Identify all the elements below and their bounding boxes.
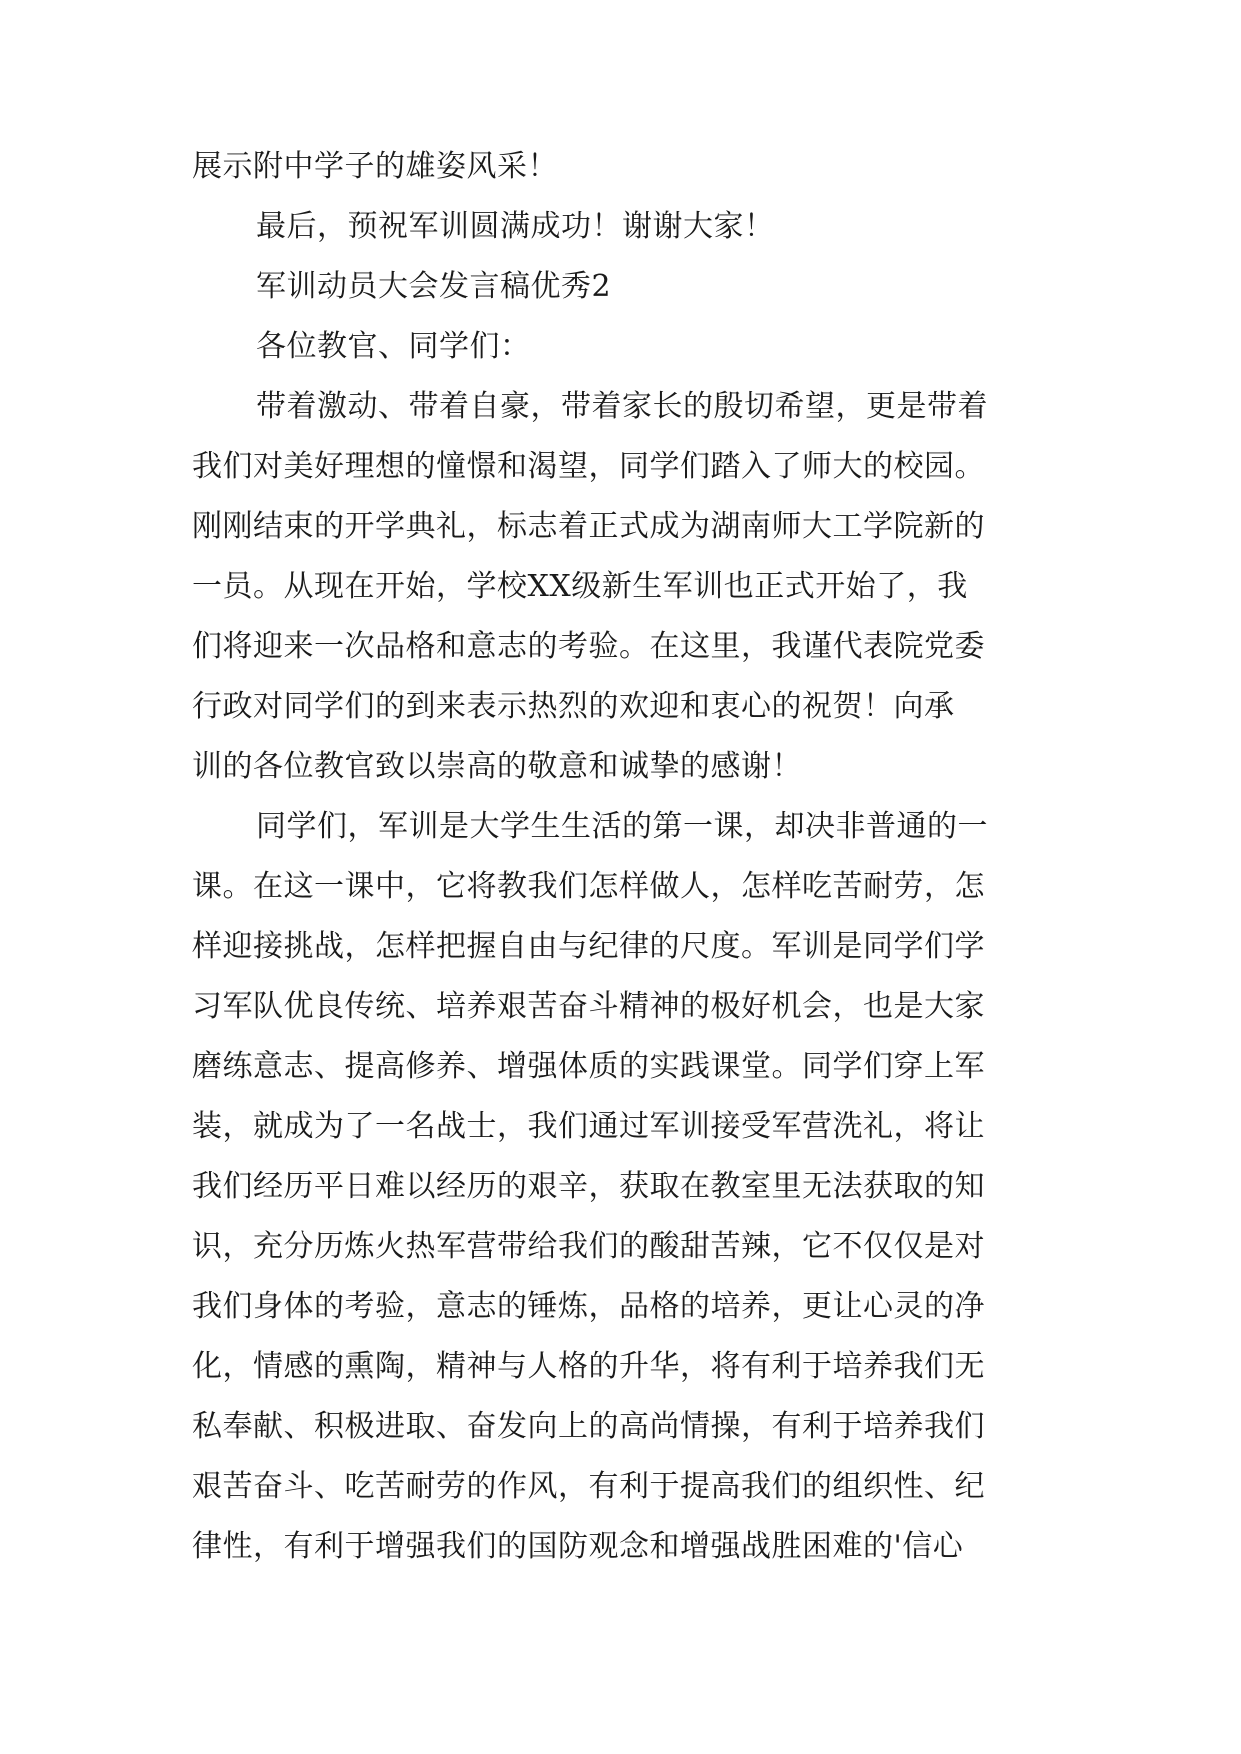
text-line: 行政对同学们的到来表示热烈的欢迎和衷心的祝贺！向承 — [192, 689, 955, 724]
text-line: 们将迎来一次品格和意志的考验。在这里，我谨代表院党委 — [192, 629, 985, 664]
text-line: 一员。从现在开始，学校XX级新生军训也正式开始了，我 — [192, 569, 968, 604]
text-line: 装，就成为了一名战士，我们通过军训接受军营洗礼，将让 — [192, 1109, 985, 1144]
text-line: 同学们，军训是大学生生活的第一课，却决非普通的一 — [256, 809, 988, 844]
text-line: 课。在这一课中，它将教我们怎样做人，怎样吃苦耐劳，怎 — [192, 869, 985, 904]
text-line: 最后，预祝军训圆满成功！谢谢大家！ — [256, 209, 775, 244]
text-line: 带着激动、带着自豪，带着家长的殷切希望，更是带着 — [256, 389, 988, 424]
text-line: 刚刚结束的开学典礼，标志着正式成为湖南师大工学院新的 — [192, 509, 985, 544]
text-line: 我们经历平日难以经历的艰辛，获取在教室里无法获取的知 — [192, 1169, 985, 1204]
text-line: 律性，有利于增强我们的国防观念和增强战胜困难的'信心 — [192, 1529, 964, 1564]
text-line: 我们对美好理想的憧憬和渴望，同学们踏入了师大的校园。 — [192, 449, 985, 484]
text-line: 训的各位教官致以崇高的敬意和诚挚的感谢！ — [192, 749, 802, 784]
text-line: 磨练意志、提高修养、增强体质的实践课堂。同学们穿上军 — [192, 1049, 985, 1084]
text-line: 样迎接挑战，怎样把握自由与纪律的尺度。军训是同学们学 — [192, 929, 985, 964]
text-line: 展示附中学子的雄姿风采！ — [192, 149, 558, 184]
text-line: 习军队优良传统、培养艰苦奋斗精神的极好机会，也是大家 — [192, 989, 985, 1024]
text-line: 化，情感的熏陶，精神与人格的升华，将有利于培养我们无 — [192, 1349, 985, 1384]
salutation: 各位教官、同学们： — [256, 329, 531, 364]
text-line: 识，充分历炼火热军营带给我们的酸甜苦辣，它不仅仅是对 — [192, 1229, 985, 1264]
section-heading: 军训动员大会发言稿优秀2 — [256, 269, 612, 304]
text-line: 艰苦奋斗、吃苦耐劳的作风，有利于提高我们的组织性、纪 — [192, 1469, 985, 1504]
text-line: 我们身体的考验，意志的锤炼，品格的培养，更让心灵的净 — [192, 1289, 985, 1324]
text-line: 私奉献、积极进取、奋发向上的高尚情操，有利于培养我们 — [192, 1409, 985, 1444]
